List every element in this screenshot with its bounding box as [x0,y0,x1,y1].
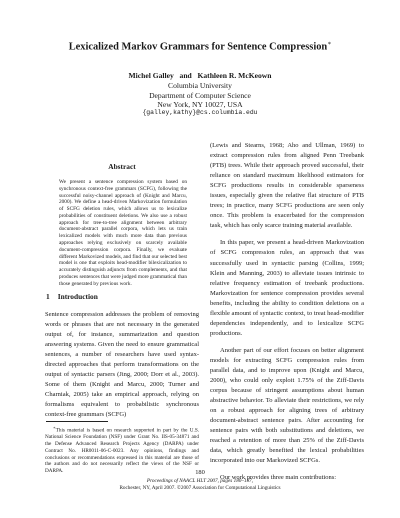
introduction-paragraph [45,310,199,421]
author-email: {galley,kathy}@cs.columbia.edu [142,109,258,116]
proceedings-line-1: Proceedings of NAACL HLT 2007, pages 180–187, [146,478,254,484]
affiliation-university: Columbia University [168,81,232,90]
right-column [210,141,364,491]
section-number: 1 [46,292,50,301]
intro-paragraph-1: Sentence compression addresses the problem of removing words or phrases that are not necessary in the generated output of, for instance, summarization and question answering systems. Given the need to ensure grammatical sentences, a number of researchers have used syntax-directed approaches that perform transformations on the output of syntactic parsers (Jing, 2000; Dorr et al., 2003). Some of them (Knight and Marcu, 2000; Turner and Charniak, 2005) take an empirical approach, relying on formalisms equivalent to probabilistic synchronous context-free grammars (SCFG) [45,311,199,419]
abstract-heading: Abstract [108,162,136,171]
footnote-rule [46,421,108,422]
abstract-text: We present a sentence compression system based on synchronous context-free grammars (SCFG), following the successful noisy-channel approach of (Knight and Marcu, 2000). We define a head-driven Markovization formulation of SCFG deletion rules, which allows us to lexicalize probabilities of constituent deletions. We also use a robust approach for tree-to-tree alignment between arbitrary document-abstract parallel corpora, which lets us train lexicalized models with much more data than previous approaches relying exclusively on scarcely available document-compression corpora. Finally, we evaluate different Markovized models, and find that our selected best model is one that exploits head-modifier bilexicalization to accurately distinguish adjuncts from complements, and that produces sentences that were judged more grammatical than those generated by previous work. [59,179,187,287]
proceedings-line-2: Rochester, NY, April 2007. ©2007 Association for Computational Linguistics [119,485,281,492]
title-footnote-mark: ∗ [327,41,332,47]
authors: Michel Galley and Kathleen R. McKeown [128,71,272,80]
right-paragraph-4: Our work provides three main contributions: [220,474,337,482]
page-number: 180 [195,469,205,476]
right-paragraph-2: In this paper, we present a head-driven Markovization of SCFG compression rules, an approach that was successfully used in syntactic parsing (Collins, 1999; Klein and Manning, 2003) to alleviate issues intrinsic to relative frequency estimation of treebank productions. Markovization for sentence compression provides several benefits, including the ability to condition deletions on a flexible amount of syntactic context, to treat head-modifier dependencies independently, and to lexicalize SCFG productions. [210,239,364,337]
section-title: Introduction [57,292,98,301]
right-paragraph-1: (Lewis and Stearns, 1968; Aho and Ullman, 1969) to extract compression rules from aligned Penn Treebank (PTB) trees. While their approach proved successful, their reliance on standard maximum likelihood estimators for SCFG productions results in considerable sparseness issues, especially given the relative flat structure of PTB trees; in practice, many SCFG productions are seen only once. This problem is exacerbated for the compression task, which has only scarce training material available. [210,142,364,230]
footnote-text: This material is based on research supported in part by the U.S. National Science Foundation (NSF) under Grant No. IIS-05-34871 and the Defense Advanced Research Projects Agency (DARPA) under Contract No. HR0011-06-C-0023. Any opinions, findings and conclusions or recommendations expressed in this material are those of the authors and do not necessarily reflect the views of the NSF or DARPA. [45,427,199,475]
section-heading-introduction [46,292,198,301]
affiliation-department: Department of Computer Science [149,91,251,100]
footnote [45,425,199,475]
affiliation-address: New York, NY 10027, USA [157,100,243,109]
footnote-mark: ∗ [53,425,56,430]
right-paragraph-3: Another part of our effort focuses on better alignment models for extracting SCFG compression rules from parallel data, and to improve upon (Knight and Marcu, 2000), who could only exploit 1.75% of the Ziff-Davis corpus because of stringent assumptions about human abstractive behavior. To alleviate their restrictions, we rely on a robust approach for aligning trees of arbitrary document-abstract sentence pairs. After accounting for sentence pairs with both substitutions and deletions, we reached a retention of more than 25% of the Ziff-Davis data, which greatly benefited the lexical probabilities incorporated into our Markovized SCFGs. [210,346,364,465]
proceedings-footer [0,478,400,492]
paper-title [0,40,400,52]
title-text: Lexicalized Markov Grammars for Sentence Compression [68,41,328,53]
